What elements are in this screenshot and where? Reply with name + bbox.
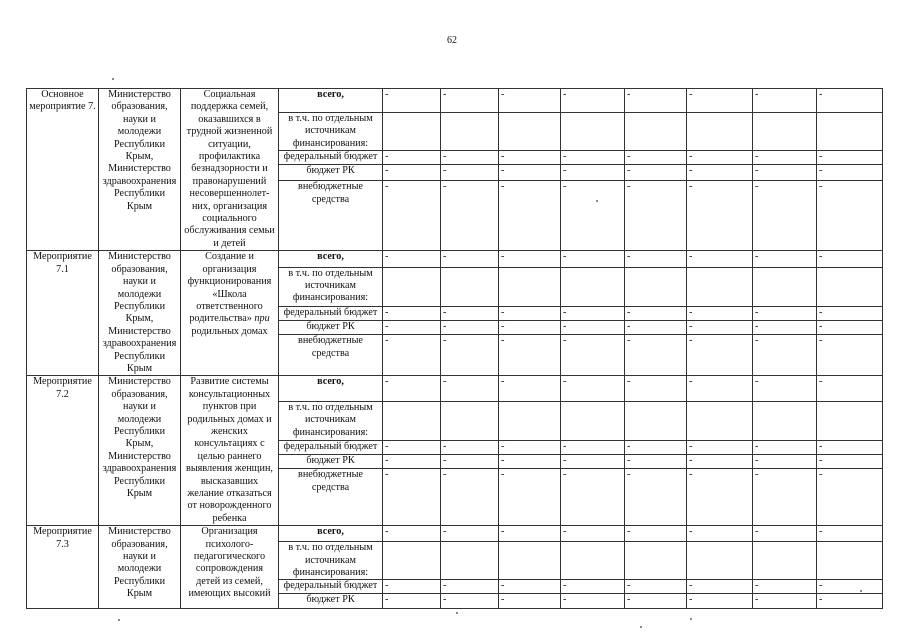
value-cell: - (625, 306, 687, 320)
value-cell: - (499, 321, 561, 335)
source-label-offbudget: внебюджетные средства (279, 181, 383, 251)
value-cell (753, 401, 817, 440)
value-cell (561, 267, 625, 306)
activity-description (181, 251, 279, 376)
value-cell (441, 542, 499, 580)
value-cell: - (499, 306, 561, 320)
value-cell: - (817, 469, 883, 526)
value-cell: - (561, 306, 625, 320)
table-row (27, 376, 883, 401)
value-cell: - (753, 165, 817, 181)
value-cell (817, 401, 883, 440)
value-cell: - (383, 251, 441, 267)
source-label-including: в т.ч. по отдельным источникам финансирования: (279, 113, 383, 151)
value-cell: - (753, 580, 817, 594)
value-cell: - (687, 306, 753, 320)
value-cell: - (383, 321, 441, 335)
value-cell: - (383, 526, 441, 542)
source-label-including: в т.ч. по отдельным источникам финансирования: (279, 401, 383, 440)
value-cell: - (817, 376, 883, 401)
table-row (27, 526, 883, 542)
activity-description (181, 89, 279, 251)
value-cell (687, 401, 753, 440)
activity-description (181, 526, 279, 609)
value-cell (499, 267, 561, 306)
value-cell: - (687, 165, 753, 181)
value-cell (687, 542, 753, 580)
value-cell: - (753, 594, 817, 609)
value-cell: - (625, 165, 687, 181)
value-cell (499, 542, 561, 580)
value-cell: - (625, 181, 687, 251)
value-cell (687, 267, 753, 306)
source-label-rk: бюджет РК (279, 454, 383, 468)
value-cell: - (441, 306, 499, 320)
scan-speck (118, 619, 120, 621)
value-cell: - (753, 181, 817, 251)
value-cell (817, 113, 883, 151)
source-label-including: в т.ч. по отдельным источникам финансирования: (279, 542, 383, 580)
value-cell: - (499, 251, 561, 267)
activity-executor: Министерство образования, науки и молодежи Республики Крым, Министерство здравоохранения Республики Крым (99, 89, 181, 251)
value-cell: - (441, 89, 499, 113)
source-label-offbudget: внебюджетные средства (279, 469, 383, 526)
activity-executor: Министерство образования, науки и молодежи Республики Крым (99, 526, 181, 609)
value-cell (441, 267, 499, 306)
value-cell: - (499, 151, 561, 165)
value-cell: - (625, 376, 687, 401)
value-cell: - (687, 321, 753, 335)
value-cell (561, 542, 625, 580)
value-cell: - (817, 251, 883, 267)
value-cell: - (383, 89, 441, 113)
value-cell: - (441, 165, 499, 181)
value-cell: - (441, 440, 499, 454)
value-cell: - (625, 594, 687, 609)
value-cell: - (817, 335, 883, 376)
value-cell: - (441, 151, 499, 165)
value-cell: - (499, 580, 561, 594)
activity-name: Основное мероприятие 7. (27, 89, 99, 251)
source-label-federal: федеральный бюджет (279, 580, 383, 594)
value-cell: - (753, 306, 817, 320)
activity-executor: Министерство образования, науки и молодежи Республики Крым, Министерство здравоохранения Республики Крым (99, 251, 181, 376)
value-cell: - (817, 580, 883, 594)
value-cell: - (561, 165, 625, 181)
value-cell: - (561, 181, 625, 251)
value-cell: - (383, 376, 441, 401)
value-cell: - (383, 165, 441, 181)
value-cell: - (561, 335, 625, 376)
value-cell: - (625, 454, 687, 468)
value-cell: - (561, 251, 625, 267)
value-cell: - (499, 89, 561, 113)
value-cell: - (753, 526, 817, 542)
source-label-rk: бюджет РК (279, 594, 383, 609)
value-cell: - (441, 251, 499, 267)
value-cell: - (561, 580, 625, 594)
value-cell: - (383, 440, 441, 454)
value-cell: - (817, 181, 883, 251)
value-cell (625, 401, 687, 440)
value-cell: - (561, 594, 625, 609)
value-cell (383, 542, 441, 580)
value-cell (753, 113, 817, 151)
value-cell: - (383, 151, 441, 165)
value-cell (441, 113, 499, 151)
value-cell (383, 401, 441, 440)
value-cell: - (687, 469, 753, 526)
scan-speck (690, 618, 692, 620)
value-cell: - (625, 151, 687, 165)
value-cell (383, 113, 441, 151)
financing-table (26, 88, 883, 609)
value-cell: - (687, 251, 753, 267)
value-cell: - (753, 251, 817, 267)
value-cell: - (687, 454, 753, 468)
value-cell: - (383, 181, 441, 251)
value-cell: - (499, 335, 561, 376)
value-cell: - (817, 89, 883, 113)
value-cell: - (687, 580, 753, 594)
source-label-total: всего, (279, 376, 383, 401)
value-cell: - (561, 151, 625, 165)
description-italic: при (254, 313, 270, 325)
value-cell: - (753, 89, 817, 113)
value-cell: - (687, 335, 753, 376)
activity-name: Мероприятие 7.3 (27, 526, 99, 609)
scan-speck (456, 612, 458, 614)
value-cell: - (383, 469, 441, 526)
value-cell: - (561, 89, 625, 113)
value-cell: - (499, 440, 561, 454)
value-cell: - (753, 376, 817, 401)
scan-speck (640, 626, 642, 628)
source-label-federal: федеральный бюджет (279, 306, 383, 320)
value-cell: - (753, 440, 817, 454)
value-cell: - (499, 454, 561, 468)
value-cell: - (499, 376, 561, 401)
scan-speck (112, 78, 114, 80)
value-cell: - (441, 454, 499, 468)
value-cell: - (817, 526, 883, 542)
page-number: 62 (447, 35, 457, 46)
value-cell: - (625, 526, 687, 542)
value-cell: - (625, 469, 687, 526)
value-cell: - (625, 251, 687, 267)
value-cell: - (561, 469, 625, 526)
value-cell: - (441, 594, 499, 609)
value-cell (625, 113, 687, 151)
value-cell: - (499, 469, 561, 526)
activity-name: Мероприятие 7.1 (27, 251, 99, 376)
value-cell: - (561, 440, 625, 454)
source-label-federal: федеральный бюджет (279, 151, 383, 165)
value-cell: - (383, 580, 441, 594)
value-cell (625, 267, 687, 306)
value-cell: - (817, 454, 883, 468)
value-cell: - (817, 151, 883, 165)
value-cell: - (687, 181, 753, 251)
value-cell (561, 401, 625, 440)
value-cell: - (753, 335, 817, 376)
value-cell (561, 113, 625, 151)
value-cell (687, 113, 753, 151)
value-cell: - (383, 594, 441, 609)
description-text: Организация психолого-педагогического сопровождения детей из семей, имеющих высокий (188, 526, 271, 600)
value-cell: - (441, 526, 499, 542)
value-cell (817, 267, 883, 306)
value-cell: - (383, 335, 441, 376)
value-cell: - (753, 321, 817, 335)
value-cell: - (441, 181, 499, 251)
activity-executor: Министерство образования, науки и молодежи Республики Крым, Министерство здравоохранения Республики Крым (99, 376, 181, 526)
value-cell: - (687, 376, 753, 401)
source-label-federal: федеральный бюджет (279, 440, 383, 454)
source-label-offbudget: внебюджетные средства (279, 335, 383, 376)
value-cell (441, 401, 499, 440)
description-text: Социальная поддержка семей, оказавшихся в трудной жизненной ситуации, профилактика безнадзорности и правонарушений несовершеннолет-них, организация социального обслуживания семьи и детей (184, 89, 275, 249)
table-row (27, 89, 883, 113)
value-cell (753, 542, 817, 580)
source-label-total: всего, (279, 251, 383, 267)
value-cell: - (561, 376, 625, 401)
value-cell: - (625, 321, 687, 335)
value-cell: - (499, 526, 561, 542)
value-cell: - (817, 440, 883, 454)
value-cell: - (687, 151, 753, 165)
value-cell: - (687, 89, 753, 113)
value-cell: - (817, 321, 883, 335)
value-cell (817, 542, 883, 580)
table-row (27, 251, 883, 267)
value-cell: - (561, 454, 625, 468)
value-cell: - (499, 165, 561, 181)
value-cell: - (441, 335, 499, 376)
value-cell (499, 113, 561, 151)
value-cell: - (625, 440, 687, 454)
source-label-total: всего, (279, 89, 383, 113)
value-cell: - (753, 151, 817, 165)
value-cell: - (441, 580, 499, 594)
value-cell: - (499, 181, 561, 251)
value-cell: - (753, 454, 817, 468)
value-cell: - (441, 321, 499, 335)
value-cell: - (625, 335, 687, 376)
value-cell: - (625, 89, 687, 113)
scan-speck (860, 590, 862, 592)
value-cell: - (625, 580, 687, 594)
value-cell: - (753, 469, 817, 526)
value-cell: - (817, 306, 883, 320)
value-cell: - (817, 594, 883, 609)
source-label-total: всего, (279, 526, 383, 542)
value-cell: - (499, 594, 561, 609)
source-label-including: в т.ч. по отдельным источникам финансирования: (279, 267, 383, 306)
value-cell (753, 267, 817, 306)
value-cell: - (817, 165, 883, 181)
value-cell (625, 542, 687, 580)
value-cell: - (383, 306, 441, 320)
description-text: Развитие системы консультационных пунктов при родильных домах и женских консультациях с целью раннего выявления женщин, высказавших желание отказаться от новорожденного ребенка (186, 376, 273, 524)
value-cell: - (561, 321, 625, 335)
value-cell: - (561, 526, 625, 542)
source-label-rk: бюджет РК (279, 165, 383, 181)
value-cell (383, 267, 441, 306)
value-cell: - (441, 376, 499, 401)
source-label-rk: бюджет РК (279, 321, 383, 335)
value-cell: - (383, 454, 441, 468)
scan-speck (596, 200, 598, 202)
description-text: Создание и организация функционирования «Школа ответственного родительства» (187, 251, 272, 325)
activity-name: Мероприятие 7.2 (27, 376, 99, 526)
description-tail: родильных домах (191, 325, 268, 337)
value-cell: - (687, 526, 753, 542)
value-cell: - (687, 440, 753, 454)
value-cell: - (441, 469, 499, 526)
value-cell (499, 401, 561, 440)
value-cell: - (687, 594, 753, 609)
activity-description (181, 376, 279, 526)
